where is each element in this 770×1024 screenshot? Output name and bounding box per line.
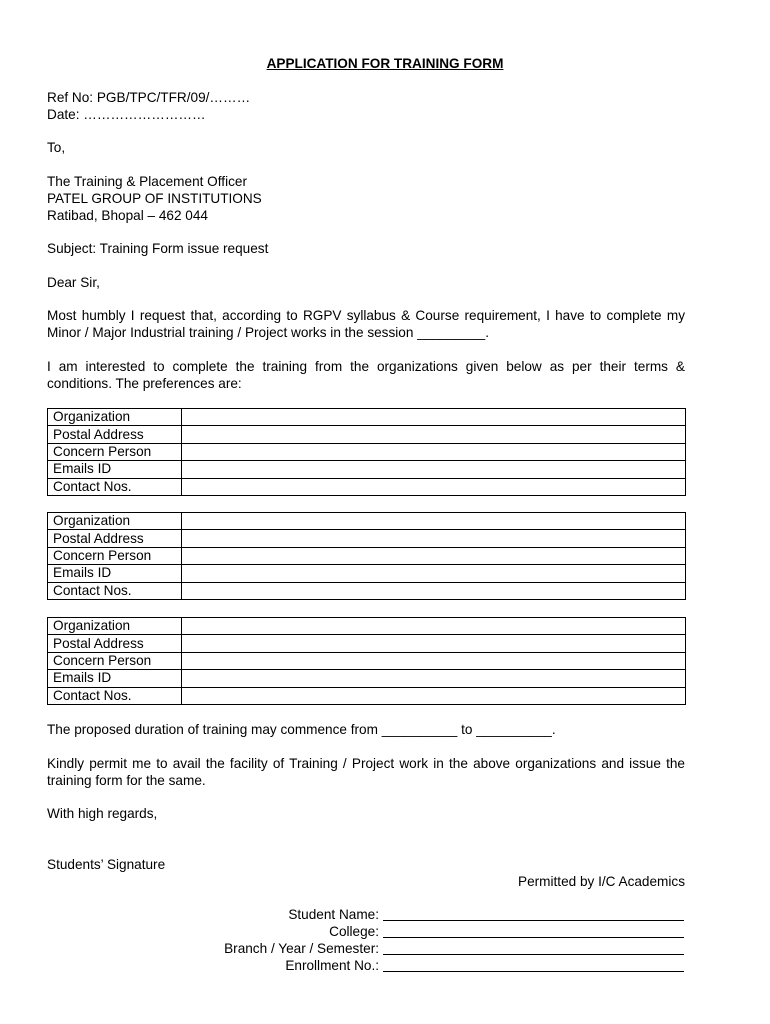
organization-table-1 bbox=[47, 408, 686, 496]
postal-address-field[interactable] bbox=[182, 426, 686, 443]
row-label: Postal Address bbox=[48, 426, 182, 443]
table-row bbox=[48, 670, 686, 687]
preferences-paragraph: I am interested to complete the training from the organizations given below as per their terms & conditions. The preferences are: bbox=[47, 359, 685, 391]
table-row bbox=[48, 461, 686, 478]
row-label: Contact Nos. bbox=[48, 582, 182, 599]
contact-field[interactable] bbox=[182, 478, 686, 495]
row-label: Emails ID bbox=[48, 670, 182, 687]
student-signature-label: Students’ Signature bbox=[47, 857, 166, 872]
contact-field[interactable] bbox=[182, 582, 686, 599]
organization-field[interactable] bbox=[182, 618, 686, 635]
table-row bbox=[48, 443, 686, 460]
concern-person-field[interactable] bbox=[182, 547, 686, 564]
row-label: Organization bbox=[48, 513, 182, 530]
subject-line: Subject: Training Form issue request bbox=[47, 241, 269, 256]
row-label: Contact Nos. bbox=[48, 687, 182, 704]
branch-row bbox=[0, 940, 686, 957]
date-line: Date: ……………………… bbox=[47, 107, 206, 122]
table-row bbox=[48, 530, 686, 547]
concern-person-field[interactable] bbox=[182, 443, 686, 460]
salutation: Dear Sir, bbox=[47, 275, 100, 290]
ref-no: Ref No: PGB/TPC/TFR/09/……… bbox=[47, 90, 251, 105]
organization-table-3 bbox=[47, 617, 686, 705]
college-row bbox=[0, 923, 686, 940]
recipient-line-1: The Training & Placement Officer bbox=[47, 174, 247, 189]
recipient-line-2: PATEL GROUP OF INSTITUTIONS bbox=[47, 191, 262, 206]
concern-person-field[interactable] bbox=[182, 652, 686, 669]
row-label: Postal Address bbox=[48, 635, 182, 652]
enrollment-row bbox=[0, 957, 686, 974]
request-paragraph: Most humbly I request that, according to RGPV syllabus & Course requirement, I have to complete my Minor / Major Industrial training / Project works in the session _________. bbox=[47, 308, 685, 340]
row-label: Organization bbox=[48, 618, 182, 635]
student-name-label: Student Name: bbox=[288, 907, 379, 922]
table-row bbox=[48, 687, 686, 704]
email-field[interactable] bbox=[182, 461, 686, 478]
table-row bbox=[48, 426, 686, 443]
table-row bbox=[48, 478, 686, 495]
permission-paragraph: Kindly permit me to avail the facility of Training / Project work in the above organizations and issue the training form for the same. bbox=[47, 756, 685, 788]
row-label: Concern Person bbox=[48, 547, 182, 564]
postal-address-field[interactable] bbox=[182, 530, 686, 547]
page-title: APPLICATION FOR TRAINING FORM bbox=[266, 56, 504, 71]
table-row bbox=[48, 635, 686, 652]
duration-line: The proposed duration of training may commence from __________ to __________. bbox=[47, 722, 556, 737]
row-label: Organization bbox=[48, 409, 182, 426]
table-row bbox=[48, 565, 686, 582]
college-input-line[interactable] bbox=[383, 937, 684, 938]
table-row bbox=[48, 547, 686, 564]
enrollment-input-line[interactable] bbox=[383, 971, 684, 972]
contact-field[interactable] bbox=[182, 687, 686, 704]
table-row bbox=[48, 652, 686, 669]
table-row bbox=[48, 513, 686, 530]
table-row bbox=[48, 618, 686, 635]
row-label: Contact Nos. bbox=[48, 478, 182, 495]
row-label: Emails ID bbox=[48, 461, 182, 478]
student-name-row bbox=[0, 906, 686, 923]
to-line: To, bbox=[47, 140, 66, 155]
postal-address-field[interactable] bbox=[182, 635, 686, 652]
table-row bbox=[48, 582, 686, 599]
email-field[interactable] bbox=[182, 565, 686, 582]
email-field[interactable] bbox=[182, 670, 686, 687]
branch-input-line[interactable] bbox=[383, 954, 684, 955]
row-label: Emails ID bbox=[48, 565, 182, 582]
permitted-by-label: Permitted by I/C Academics bbox=[518, 874, 685, 889]
student-name-input-line[interactable] bbox=[383, 920, 684, 921]
branch-label: Branch / Year / Semester: bbox=[224, 941, 379, 956]
row-label: Postal Address bbox=[48, 530, 182, 547]
table-row bbox=[48, 409, 686, 426]
college-label: College: bbox=[329, 924, 379, 939]
row-label: Concern Person bbox=[48, 652, 182, 669]
enrollment-label: Enrollment No.: bbox=[285, 958, 379, 973]
organization-field[interactable] bbox=[182, 513, 686, 530]
organization-table-2 bbox=[47, 512, 686, 600]
row-label: Concern Person bbox=[48, 443, 182, 460]
closing-line: With high regards, bbox=[47, 806, 158, 821]
recipient-line-3: Ratibad, Bhopal – 462 044 bbox=[47, 208, 208, 223]
organization-field[interactable] bbox=[182, 409, 686, 426]
